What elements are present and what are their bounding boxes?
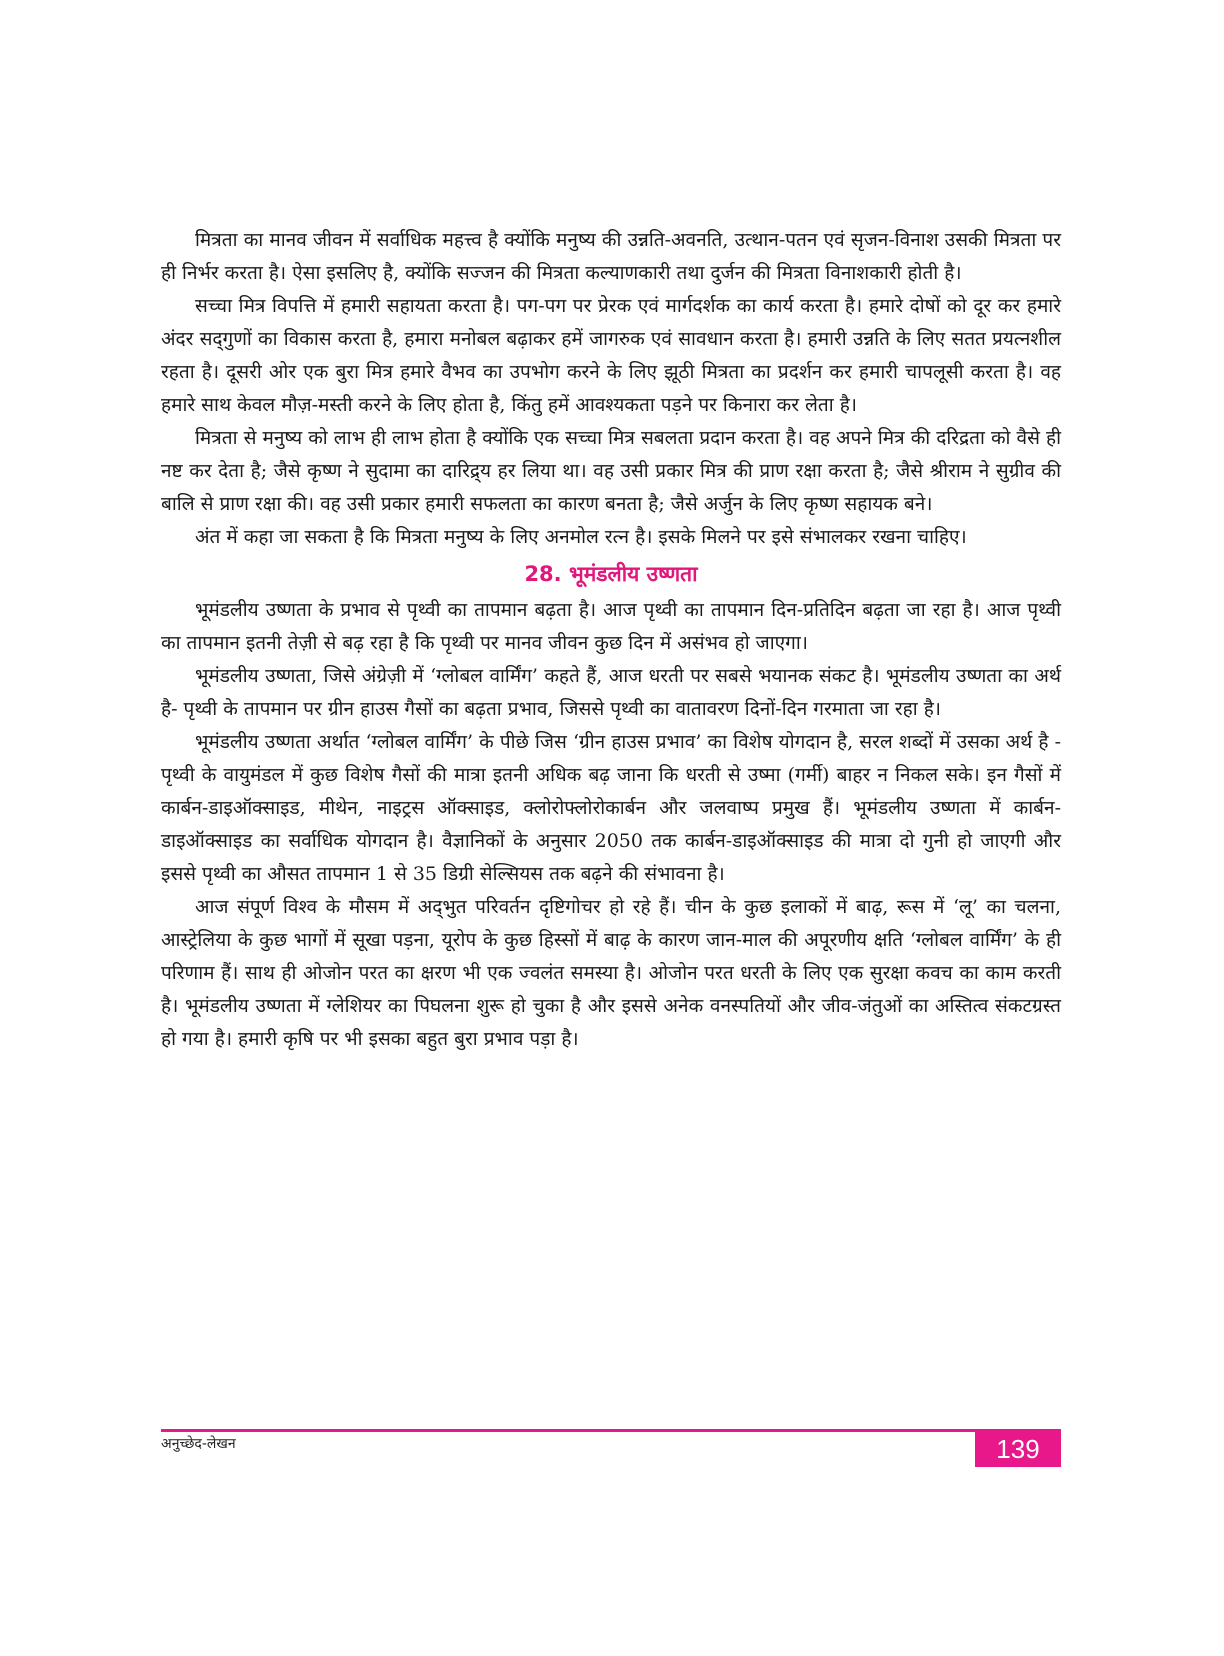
- paragraph-friendship-benefits: मित्रता से मनुष्य को लाभ ही लाभ होता है क्योंकि एक सच्चा मित्र सबलता प्रदान करता है। वह अपने मित्र की दरिद्रता को वैसे ही नष्ट कर देता है; जैसे कृष्ण ने सुदामा का दारिद्र्य हर लिया था। वह उसी प्रकार मित्र की प्राण रक्षा करता है; जैसे श्रीराम ने सुग्रीव की बालि से प्राण रक्षा की। वह उसी प्रकार हमारी सफलता का कारण बनता है; जैसे अर्जुन के लिए कृष्ण सहायक बने।: [161, 427, 1061, 515]
- paragraph-friendship-conclusion: अंत में कहा जा सकता है कि मित्रता मनुष्य के लिए अनमोल रत्न है। इसके मिलने पर इसे संभालकर रखना चाहिए।: [195, 526, 967, 548]
- footer-divider: [161, 1429, 1061, 1432]
- paragraph-global-warming-effect: भूमंडलीय उष्णता के प्रभाव से पृथ्वी का तापमान बढ़ता है। आज पृथ्वी का तापमान दिन-प्रतिदिन बढ़ता जा रहा है। आज पृथ्वी का तापमान इतनी तेज़ी से बढ़ रहा है कि पृथ्वी पर मानव जीवन कुछ दिन में असंभव हो जाएगा।: [161, 599, 1061, 654]
- footer-section-label: अनुच्छेद-लेखन: [161, 1436, 236, 1452]
- page-body: [161, 224, 1061, 1056]
- section-title: 28. भूमंडलीय उष्णता: [524, 562, 698, 586]
- paragraph-global-warming-definition: भूमंडलीय उष्णता, जिसे अंग्रेज़ी में ‘ग्लोबल वार्मिंग’ कहते हैं, आज धरती पर सबसे भयानक संकट है। भूमंडलीय उष्णता का अर्थ है- पृथ्वी के तापमान पर ग्रीन हाउस गैसों का बढ़ता प्रभाव, जिससे पृथ्वी का वातावरण दिनों-दिन गरमाता जा रहा है।: [161, 665, 1061, 720]
- paragraph-friendship-importance: मित्रता का मानव जीवन में सर्वाधिक महत्त्व है क्योंकि मनुष्य की उन्नति-अवनति, उत्थान-पतन एवं सृजन-विनाश उसकी मित्रता पर ही निर्भर करता है। ऐसा इसलिए है, क्योंकि सज्जन की मित्रता कल्याणकारी तथा दुर्जन की मित्रता विनाशकारी होती है।: [161, 229, 1061, 284]
- page-number: 139: [975, 1431, 1061, 1467]
- paragraph-true-friend: सच्चा मित्र विपत्ति में हमारी सहायता करता है। पग-पग पर प्रेरक एवं मार्गदर्शक का कार्य करता है। हमारे दोषों को दूर कर हमारे अंदर सद्‌गुणों का विकास करता है, हमारा मनोबल बढ़ाकर हमें जागरुक एवं सावधान करता है। हमारी उन्नति के लिए सतत प्रयत्नशील रहता है। दूसरी ओर एक बुरा मित्र हमारे वैभव का उपभोग करने के लिए झूठी मित्रता का प्रदर्शन कर हमारी चापलूसी करता है। वह हमारे साथ केवल मौज़-मस्ती करने के लिए होता है, किंतु हमें आवश्यकता पड़ने पर किनारा कर लेता है।: [161, 295, 1061, 416]
- paragraph-climate-changes: आज संपूर्ण विश्व के मौसम में अद्‌भुत परिवर्तन दृष्टिगोचर हो रहे हैं। चीन के कुछ इलाकों में बाढ़, रूस में ‘लू’ का चलना, आस्ट्रेलिया के कुछ भागों में सूखा पड़ना, यूरोप के कुछ हिस्सों में बाढ़ के कारण जान-माल की अपूरणीय क्षति ‘ग्लोबल वार्मिंग’ के ही परिणाम हैं। साथ ही ओजोन परत का क्षरण भी एक ज्वलंत समस्या है। ओजोन परत धरती के लिए एक सुरक्षा कवच का काम करती है। भूमंडलीय उष्णता में ग्लेशियर का पिघलना शुरू हो चुका है और इससे अनेक वनस्पतियों और जीव-जंतुओं का अस्तित्व संकटग्रस्त हो गया है। हमारी कृषि पर भी इसका बहुत बुरा प्रभाव पड़ा है।: [161, 896, 1061, 1050]
- paragraph-greenhouse-effect: भूमंडलीय उष्णता अर्थात ‘ग्लोबल वार्मिंग’ के पीछे जिस ‘ग्रीन हाउस प्रभाव’ का विशेष योगदान है, सरल शब्दों में उसका अर्थ है - पृथ्वी के वायुमंडल में कुछ विशेष गैसों की मात्रा इतनी अधिक बढ़ जाना कि धरती से उष्मा (गर्मी) बाहर न निकल सके। इन गैसों में कार्बन-डाइऑक्साइड, मीथेन, नाइट्रस ऑक्साइड, क्लोरोफ्लोरोकार्बन और जलवाष्प प्रमुख हैं। भूमंडलीय उष्णता में कार्बन-डाइऑक्साइड का सर्वाधिक योगदान है। वैज्ञानिकों के अनुसार 2050 तक कार्बन-डाइऑक्साइड की मात्रा दो गुनी हो जाएगी और इससे पृथ्वी का औसत तापमान 1 से 35 डिग्री सेल्सियस तक बढ़ने की संभावना है।: [161, 731, 1061, 885]
